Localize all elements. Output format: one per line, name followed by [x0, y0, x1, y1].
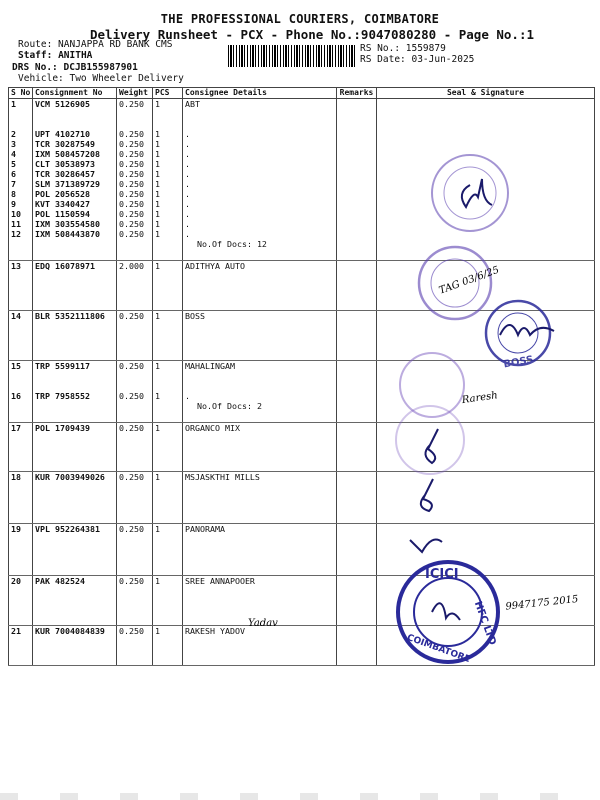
signature-19b [410, 540, 442, 552]
cell-consignee-value: . [185, 139, 190, 149]
cell-consignee-value: . [185, 199, 190, 209]
cell-consignee-value: . [185, 189, 190, 199]
cell-weight-value: 0.250 [119, 189, 144, 199]
staff-label: Staff: [18, 50, 53, 61]
signature-14 [500, 325, 554, 335]
cell-weight-value: 0.250 [119, 423, 144, 433]
icici-stamp [398, 562, 498, 665]
icici-stamp-sub: HFC LTD [471, 599, 498, 647]
round-stamp-15 [400, 353, 464, 417]
cell-consignment-value: CLT 30538973 [35, 159, 95, 169]
cell-consignee-value: . [185, 219, 190, 229]
cell-consignment-value: KVT 3340427 [35, 199, 90, 209]
col-consignee: Consignee Details [183, 88, 337, 99]
cell-weight-value: 0.250 [119, 229, 144, 239]
cell-consignee-value: MAHALINGAM [185, 361, 235, 371]
route-label: Route: NANJAPPA RD BANK CMS [18, 39, 173, 50]
cell-sno-value: 6 [11, 169, 16, 179]
cell-sno-value: 20 [11, 576, 21, 586]
row20-phone: 9947175 2015 [504, 594, 579, 613]
cell-pcs-value: 1 [155, 229, 160, 239]
cell-weight-value: 0.250 [119, 159, 144, 169]
cell-weight-value: 0.250 [119, 391, 144, 401]
cell-pcs-value: 1 [155, 219, 160, 229]
cell-consignment-value: TRP 7958552 [35, 391, 90, 401]
cell-sno-value: 9 [11, 199, 16, 209]
drs-label: DRS No.: [12, 62, 58, 73]
cell-pcs-value: 1 [155, 179, 160, 189]
cell-sno-value: 21 [11, 626, 21, 636]
cell-sno-value: 11 [11, 219, 21, 229]
icici-stamp-top: ICICI [425, 567, 459, 582]
col-weight: Weight [117, 88, 153, 99]
cell-consignment-value: VCM 5126905 [35, 99, 90, 109]
cell-weight-value: 0.250 [119, 472, 144, 482]
cell-consignee-value: SREE ANNAPOOER [185, 576, 255, 586]
drs-value: DCJB155987901 [63, 62, 138, 73]
cell-consignee-value: . [185, 169, 190, 179]
col-sno: S No [9, 88, 33, 99]
cell-weight-value: 0.250 [119, 311, 144, 321]
cell-consignment-value: POL 2056528 [35, 189, 90, 199]
cell-weight-value: 0.250 [119, 129, 144, 139]
cell-consignment-value: POL 1150594 [35, 209, 90, 219]
cell-sno-value: 18 [11, 472, 21, 482]
cell-consignment-value: IXM 508443870 [35, 229, 100, 239]
col-pcs: PCS [153, 88, 183, 99]
company-title: THE PROFESSIONAL COURIERS, COIMBATORE [160, 12, 440, 26]
cell-consignee-value: . [185, 391, 190, 401]
cell-sno-value: 14 [11, 311, 21, 321]
signature-18 [425, 429, 438, 463]
cell-pcs-value: 1 [155, 159, 160, 169]
cell-consignment-value: BLR 5352111806 [35, 311, 105, 321]
cell-pcs-value: 1 [155, 311, 160, 321]
cell-consignee-value: . [185, 159, 190, 169]
cell-sno-value: 17 [11, 423, 21, 433]
cell-pcs-value: 1 [155, 189, 160, 199]
cell-pcs-value: 1 [155, 361, 160, 371]
cell-weight-value: 0.250 [119, 219, 144, 229]
cell-pcs-value: 1 [155, 139, 160, 149]
signature-15: Raresh [461, 390, 499, 407]
cell-pcs-value: 1 [155, 149, 160, 159]
cell-sno-value: 19 [11, 524, 21, 534]
cell-weight-value: 0.250 [119, 169, 144, 179]
rs-number: RS No.: 1559879 [360, 43, 446, 54]
stamp-row13-note: TAG 03/6/25 [437, 264, 501, 297]
col-remarks: Remarks [337, 88, 377, 99]
cell-consignment-value: POL 1709439 [35, 423, 90, 433]
cell-sno-value: 10 [11, 209, 21, 219]
round-stamp-1 [432, 155, 508, 231]
col-consignment: Consignment No [33, 88, 117, 99]
col-signature: Seal & Signature [377, 88, 595, 99]
cell-pcs-value: 1 [155, 391, 160, 401]
cell-weight-value: 0.250 [119, 179, 144, 189]
cell-consignment-value: IXM 508457208 [35, 149, 100, 159]
cell-pcs-value: 1 [155, 99, 160, 109]
cell-consignment-value: TCR 30286457 [35, 169, 95, 179]
cell-pcs-value: 1 [155, 129, 160, 139]
footer-marks [0, 793, 600, 800]
cell-weight-value: 2.000 [119, 261, 144, 271]
signature-20 [432, 603, 460, 620]
cell-consignee-value: . [185, 129, 190, 139]
cell-pcs-value: 1 [155, 261, 160, 271]
cell-consignment-value: TCR 30287549 [35, 139, 95, 149]
cell-weight-value: 0.250 [119, 199, 144, 209]
cell-pcs-value: 1 [155, 423, 160, 433]
cell-consignee-value: . [185, 209, 190, 219]
cell-sno-value: 3 [11, 139, 16, 149]
cell-pcs-value: 1 [155, 209, 160, 219]
docs-count: No.Of Docs: 2 [197, 401, 262, 411]
cell-weight-value: 0.250 [119, 139, 144, 149]
rs-date: RS Date: 03-Jun-2025 [360, 54, 475, 65]
cell-sno-value: 16 [11, 391, 21, 401]
cell-consignment-value: VPL 952264381 [35, 524, 100, 534]
cell-consignee-value: MSJASKTHI MILLS [185, 472, 260, 482]
row21-note: Yadav [248, 618, 278, 629]
cell-sno-value: 13 [11, 261, 21, 271]
cell-weight-value: 0.250 [119, 99, 144, 109]
cell-weight-value: 0.250 [119, 361, 144, 371]
cell-sno-value: 5 [11, 159, 16, 169]
cell-sno-value: 4 [11, 149, 16, 159]
cell-consignment-value: EDQ 16078971 [35, 261, 95, 271]
cell-consignee-value: ORGANCO MIX [185, 423, 240, 433]
cell-pcs-value: 1 [155, 472, 160, 482]
cell-pcs-value: 1 [155, 576, 160, 586]
cell-consignment-value: SLM 371389729 [35, 179, 100, 189]
cell-pcs-value: 1 [155, 524, 160, 534]
cell-sno-value: 12 [11, 229, 21, 239]
cell-weight-value: 0.250 [119, 626, 144, 636]
cell-consignee-value: PANORAMA [185, 524, 225, 534]
cell-consignee-value: . [185, 149, 190, 159]
cell-consignee-value: . [185, 229, 190, 239]
cell-sno-value: 1 [11, 99, 16, 109]
runsheet-title: Delivery Runsheet - PCX - Phone No.:9047080280 - Page No.:1 [90, 27, 535, 42]
cell-consignment-value: KUR 7004084839 [35, 626, 105, 636]
cell-consignee-value: ABT [185, 99, 200, 109]
signature-1 [462, 179, 492, 207]
cell-consignment-value: KUR 7003949026 [35, 472, 105, 482]
staff-value: ANITHA [58, 50, 93, 61]
cell-sno-value: 15 [11, 361, 21, 371]
cell-pcs-value: 1 [155, 199, 160, 209]
cell-sno-value: 2 [11, 129, 16, 139]
cell-sno-value: 7 [11, 179, 16, 189]
docs-count: No.Of Docs: 12 [197, 239, 267, 249]
vehicle-label: Vehicle: Two Wheeler Delivery [18, 73, 184, 84]
cell-weight-value: 0.250 [119, 209, 144, 219]
cell-consignee-value: ADITHYA AUTO [185, 261, 245, 271]
cell-weight-value: 0.250 [119, 524, 144, 534]
cell-pcs-value: 1 [155, 169, 160, 179]
cell-consignment-value: PAK 482524 [35, 576, 85, 586]
cell-weight-value: 0.250 [119, 149, 144, 159]
cell-consignment-value: IXM 303554580 [35, 219, 100, 229]
boss-stamp-text: BOSS [502, 354, 535, 371]
cell-consignment-value: TRP 5599117 [35, 361, 90, 371]
icici-stamp-city: COIMBATORE [405, 632, 472, 666]
signature-19 [421, 479, 433, 511]
cell-consignee-value: RAKESH YADOV [185, 626, 245, 636]
cell-pcs-value: 1 [155, 626, 160, 636]
cell-consignee-value: BOSS [185, 311, 205, 321]
cell-consignment-value: UPT 4102710 [35, 129, 90, 139]
cell-consignee-value: . [185, 179, 190, 189]
cell-weight-value: 0.250 [119, 576, 144, 586]
cell-sno-value: 8 [11, 189, 16, 199]
